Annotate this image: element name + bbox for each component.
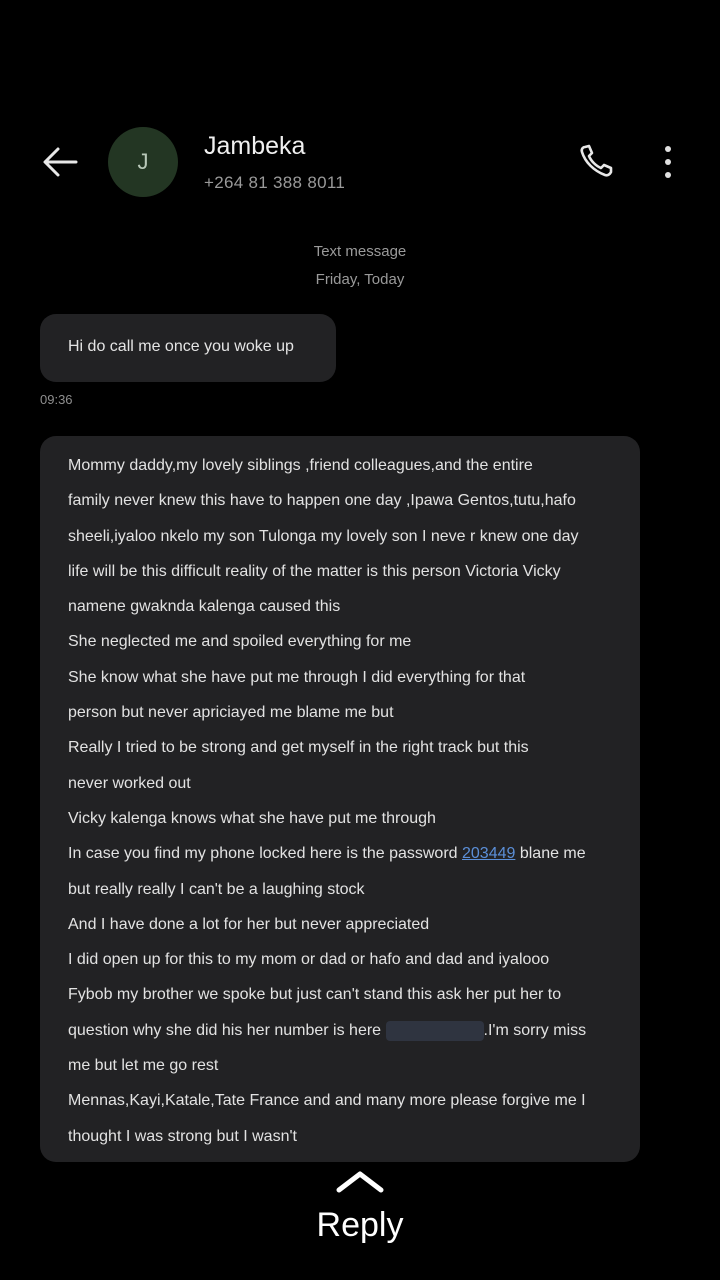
password-number-link[interactable]: 203449: [462, 845, 516, 863]
thread-date: Friday, Today: [315, 271, 405, 288]
message-line: person but never apriciayed me blame me but: [68, 704, 394, 722]
redacted-text-after: .I'm sorry miss: [483, 1021, 587, 1039]
message-text: Hi do call me once you woke up: [68, 338, 294, 355]
message-bubble-long[interactable]: [40, 436, 640, 1162]
message-line: life will be this difficult reality of the matter is this person Victoria Vicky: [68, 562, 561, 580]
contact-number: +264 81 388 8011: [204, 173, 346, 192]
reply-button[interactable]: [0, 1160, 720, 1260]
phone-icon: [576, 140, 618, 182]
arrow-left-icon: [38, 140, 82, 184]
message-line: Vicky kalenga knows what she have put me through: [68, 809, 436, 827]
message-line: Fybob my brother we spoke but just can't stand this ask her put her to: [68, 986, 562, 1004]
message-bubble[interactable]: [40, 314, 336, 382]
reply-label: Reply: [316, 1206, 404, 1244]
more-options-button[interactable]: [652, 140, 684, 184]
message-line: never worked out: [68, 774, 191, 792]
password-text-before: In case you find my phone locked here is the password: [68, 845, 462, 863]
message-line: She know what she have put me through I did everything for that: [68, 668, 526, 686]
avatar[interactable]: [108, 127, 178, 197]
message-timestamp: 09:36: [40, 392, 73, 407]
conversation-header: [0, 118, 720, 208]
message-line: Really I tried to be strong and get myself in the right track but this: [68, 739, 529, 757]
message-line: namene gwaknda kalenga caused this: [68, 598, 341, 616]
message-line: but really really I can't be a laughing stock: [68, 880, 365, 898]
message-line-redacted: [68, 1013, 628, 1048]
message-line: Mommy daddy,my lovely siblings ,friend colleagues,and the entire: [68, 457, 533, 474]
redacted-text-before: question why she did his her number is here: [68, 1021, 386, 1039]
back-button[interactable]: [38, 140, 82, 184]
message-line: me but let me go rest: [68, 1057, 219, 1075]
message-line: Mennas,Kayi,Katale,Tate France and and many more please forgive me I: [68, 1092, 586, 1110]
message-text: [68, 448, 628, 1154]
password-text-after: blane me: [515, 845, 586, 863]
redacted-number: [386, 1021, 484, 1041]
message-line: sheeli,iyaloo nkelo my son Tulonga my lovely son I neve r knew one day: [68, 527, 579, 545]
avatar-initial: J: [137, 149, 149, 174]
contact-name: Jambeka: [204, 132, 306, 160]
call-button[interactable]: [576, 140, 618, 182]
chevron-up-icon: [334, 1166, 386, 1196]
message-channel: Text message: [313, 243, 407, 260]
thread-meta: [0, 238, 720, 294]
more-vertical-icon: [665, 146, 671, 152]
message-line: I did open up for this to my mom or dad or hafo and dad and iyalooo: [68, 951, 550, 969]
message-line-password: [68, 836, 628, 871]
message-line: And I have done a lot for her but never appreciated: [68, 915, 430, 933]
message-line: She neglected me and spoiled everything for me: [68, 633, 412, 651]
message-line: family never knew this have to happen one day ,Ipawa Gentos,tutu,hafo: [68, 492, 576, 510]
message-line: thought I was strong but I wasn't: [68, 1127, 297, 1145]
